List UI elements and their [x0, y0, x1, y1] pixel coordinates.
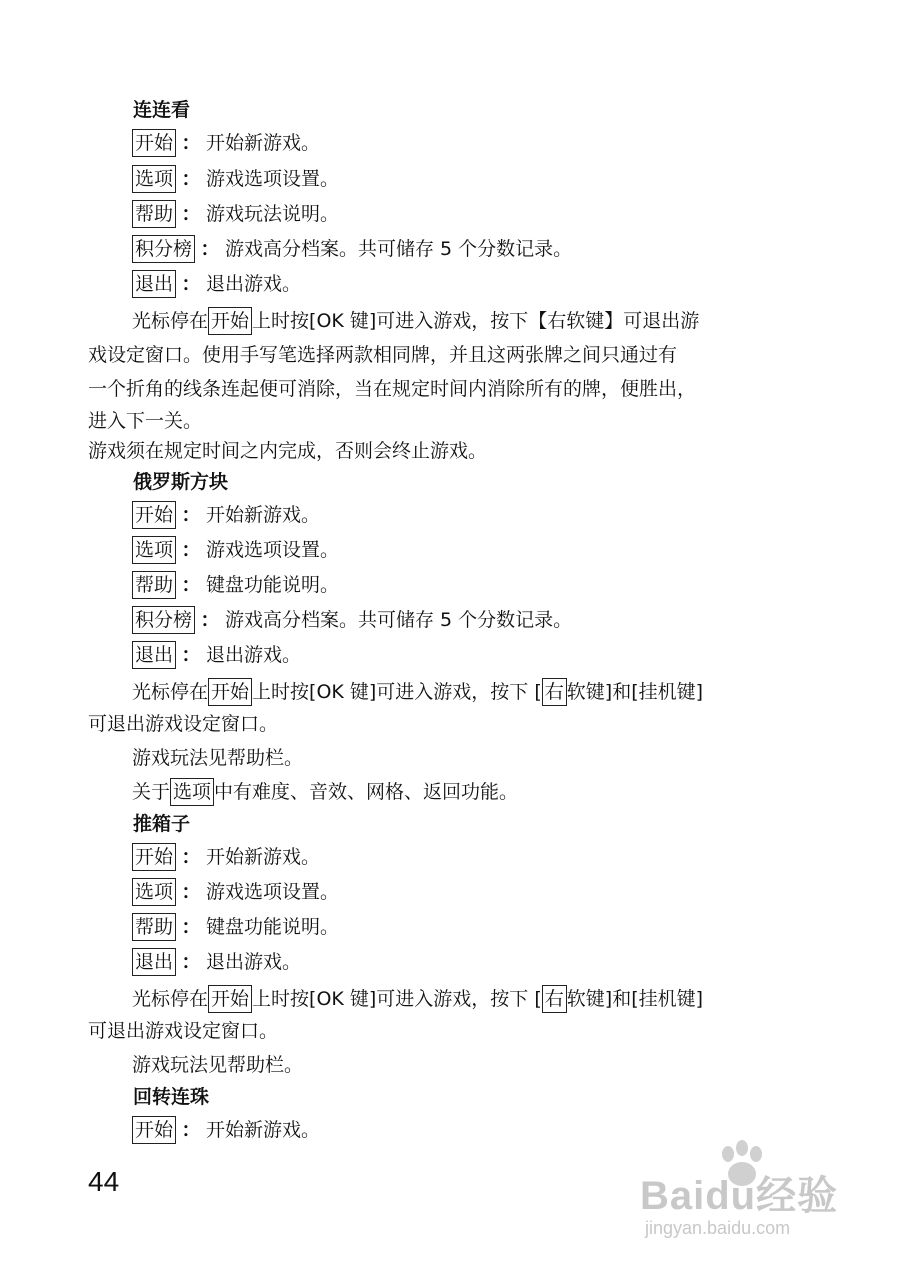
menu-item-options — [132, 878, 339, 906]
item-desc: 游戏选项设置。 — [206, 539, 340, 561]
key-box: 开始 — [132, 501, 176, 529]
key-box: 开始 — [208, 678, 252, 706]
key-box: 退出 — [132, 948, 176, 976]
item-desc: 开始新游戏。 — [206, 504, 321, 526]
key-box: 开始 — [132, 129, 176, 157]
key-box: 右 — [542, 985, 567, 1013]
item-desc: 游戏高分档案。共可储存 5 个分数记录。 — [225, 238, 573, 260]
key-box: 选项 — [132, 165, 176, 193]
section-title-lianliankan: 连连看 — [133, 99, 191, 121]
paragraph-line: 游戏须在规定时间之内完成，否则会终止游戏。 — [88, 440, 488, 462]
section-title-tetris: 俄罗斯方块 — [133, 471, 229, 493]
colon: ： — [181, 168, 201, 190]
menu-item-scoreboard — [132, 606, 572, 634]
menu-item-help — [132, 571, 339, 599]
colon: ： — [181, 504, 201, 526]
item-desc: 键盘功能说明。 — [206, 916, 340, 938]
key-box: 选项 — [132, 536, 176, 564]
colon: ： — [181, 574, 201, 596]
key-box: 右 — [542, 678, 567, 706]
colon: ： — [181, 203, 201, 225]
key-box: 帮助 — [132, 913, 176, 941]
item-desc: 游戏选项设置。 — [206, 881, 340, 903]
colon: ： — [181, 951, 201, 973]
key-box: 帮助 — [132, 571, 176, 599]
key-box: 开始 — [132, 843, 176, 871]
item-desc: 键盘功能说明。 — [206, 574, 340, 596]
menu-item-options — [132, 536, 339, 564]
menu-item-start — [132, 129, 320, 157]
menu-item-exit — [132, 641, 301, 669]
key-box: 退出 — [132, 270, 176, 298]
key-box: 开始 — [208, 985, 252, 1013]
key-box: 开始 — [208, 307, 252, 335]
menu-item-start — [132, 501, 320, 529]
key-box: 积分榜 — [132, 235, 195, 263]
item-desc: 退出游戏。 — [206, 951, 302, 973]
page-number: 44 — [88, 1166, 120, 1197]
section-title-sokoban: 推箱子 — [133, 813, 191, 835]
paragraph-line: 游戏玩法见帮助栏。 — [132, 747, 304, 769]
item-desc: 退出游戏。 — [206, 273, 302, 295]
item-desc: 开始新游戏。 — [206, 846, 321, 868]
baidu-jingyan-watermark — [640, 1140, 860, 1250]
paragraph-line: 进入下一关。 — [88, 410, 203, 432]
paragraph-line: 光标停在 开始 上时按[OK 键]可进入游戏，按下 [ 右 软键]和[挂机键] — [132, 982, 844, 1016]
paragraph-line: 关于 选项 中有难度、音效、网格、返回功能。 — [132, 775, 844, 809]
colon: ： — [181, 644, 201, 666]
key-box: 选项 — [132, 878, 176, 906]
item-desc: 开始新游戏。 — [206, 1119, 321, 1141]
menu-item-start — [132, 1116, 320, 1144]
key-box: 选项 — [170, 778, 214, 806]
paragraph-line: 光标停在 开始 上时按[OK 键]可进入游戏，按下【右软键】可退出游 — [132, 304, 844, 338]
colon: ： — [200, 609, 220, 631]
item-desc: 游戏高分档案。共可储存 5 个分数记录。 — [225, 609, 573, 631]
colon: ： — [181, 916, 201, 938]
menu-item-help — [132, 200, 339, 228]
key-box: 帮助 — [132, 200, 176, 228]
paragraph-line: 一个折角的线条连起便可消除，当在规定时间内消除所有的牌，便胜出， — [88, 378, 697, 400]
colon: ： — [181, 1119, 201, 1141]
item-desc: 退出游戏。 — [206, 644, 302, 666]
menu-item-exit — [132, 948, 301, 976]
colon: ： — [181, 881, 201, 903]
paragraph-line: 可退出游戏设定窗口。 — [88, 1020, 279, 1042]
item-desc: 游戏玩法说明。 — [206, 203, 340, 225]
menu-item-exit — [132, 270, 301, 298]
menu-item-help — [132, 913, 339, 941]
key-box: 积分榜 — [132, 606, 195, 634]
key-box: 退出 — [132, 641, 176, 669]
colon: ： — [200, 238, 220, 260]
menu-item-options — [132, 165, 339, 193]
key-box: 开始 — [132, 1116, 176, 1144]
paragraph-line: 戏设定窗口。使用手写笔选择两款相同牌，并且这两张牌之间只通过有 — [88, 344, 678, 366]
menu-item-scoreboard — [132, 235, 572, 263]
paragraph-line: 游戏玩法见帮助栏。 — [132, 1054, 304, 1076]
colon: ： — [181, 273, 201, 295]
colon: ： — [181, 539, 201, 561]
colon: ： — [181, 132, 201, 154]
item-desc: 游戏选项设置。 — [206, 168, 340, 190]
menu-item-start — [132, 843, 320, 871]
watermark-logo: Baidu经验 — [640, 1174, 839, 1218]
section-title-rotating-beads: 回转连珠 — [133, 1086, 210, 1108]
paragraph-line: 可退出游戏设定窗口。 — [88, 713, 279, 735]
colon: ： — [181, 846, 201, 868]
item-desc: 开始新游戏。 — [206, 132, 321, 154]
watermark-url: jingyan.baidu.com — [645, 1218, 791, 1238]
paragraph-line: 光标停在 开始 上时按[OK 键]可进入游戏，按下 [ 右 软键]和[挂机键] — [132, 675, 844, 709]
